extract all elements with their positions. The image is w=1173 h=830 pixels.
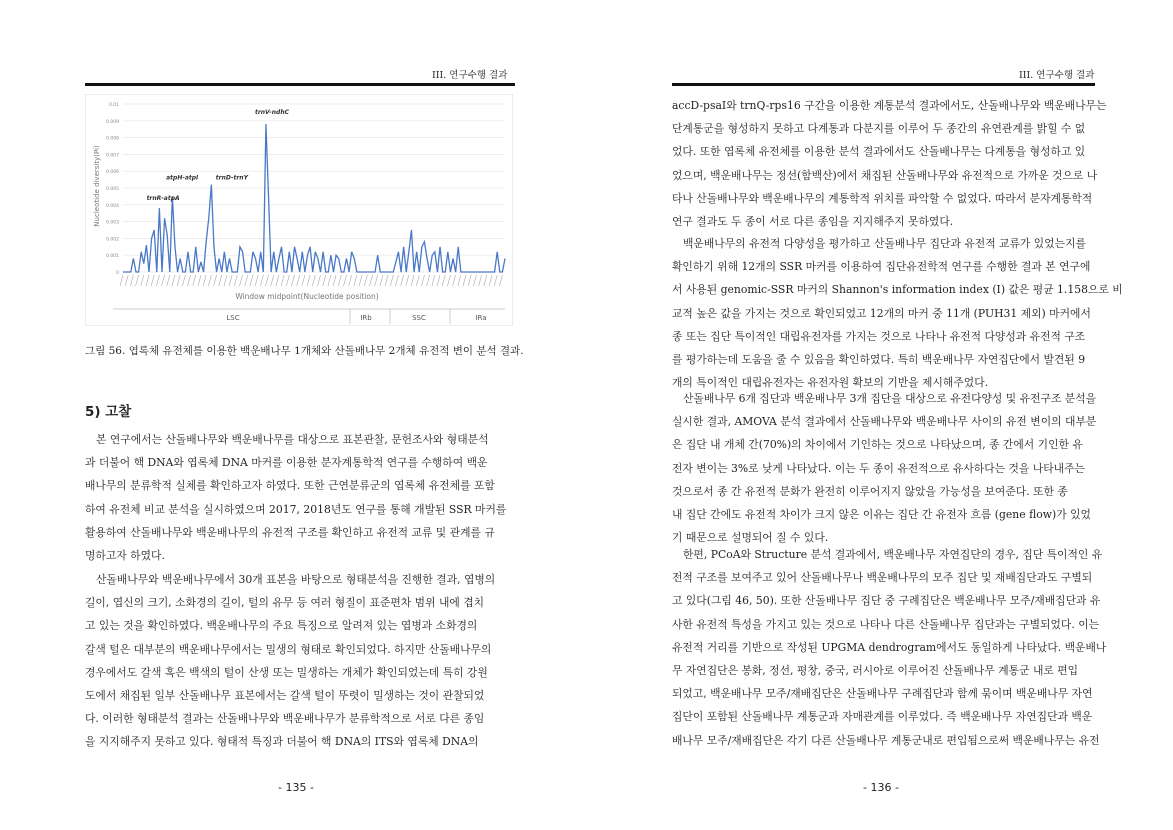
text-line: 명하고자 하였다. <box>85 548 165 562</box>
text-line: 교적 높은 값을 가지는 것으로 확인되었고 12개의 마커 중 11개 (PUH31 제외) 마커에서 <box>672 306 1091 320</box>
chart-svg <box>85 94 513 326</box>
figure-caption: 그림 56. 엽록체 유전체를 이용한 백운배나무 1개체와 산돌배나무 2개체 유전적 변이 분석 결과. <box>85 345 524 357</box>
text-line: 길이, 엽신의 크기, 소화경의 길이, 털의 유무 등 여러 형질이 표준편차 범위 내에 겹치 <box>85 596 485 610</box>
text-line: accD-psaI와 trnQ-rps16 구간을 이용한 계통분석 결과에서도, 산돌배나무와 백운배나무는 <box>672 99 1107 112</box>
y-axis-label: Nucleotide diversity(Pi) <box>93 145 101 227</box>
text-line: 내 집단 간에도 유전적 차이가 크지 않은 이유는 집단 간 유전자 흐름 (gene flow)가 있었 <box>672 507 1091 521</box>
text-line: 실시한 결과, AMOVA 분석 결과에서 산돌배나무와 백운배나무 사이의 유전 변이의 대부분 <box>672 415 1097 429</box>
text-line: 도에서 채집된 일부 산돌배나무 표본에서는 갈색 털이 뚜렷이 밀생하는 것이 관찰되었 <box>85 688 485 702</box>
text-line: 유전적 거리를 기반으로 작성된 UPGMA dendrogram에서도 동일하게 나타났다. 백운배나 <box>672 640 1107 654</box>
left-paragraph-1 <box>85 428 515 567</box>
peak-annotation: trnR-atpA <box>146 194 180 202</box>
text-line: 단계통군을 형성하지 못하고 다계통과 다분지를 이루어 두 종간의 유연관계를 밝힐 수 없 <box>672 122 1086 136</box>
text-line: 과 더불어 핵 DNA와 엽록체 DNA 마커를 이용한 분자계통학적 연구를 수행하여 백운 <box>85 456 488 470</box>
text-line: 한편, PCoA와 Structure 분석 결과에서, 백운배나무 자연집단의 경우, 집단 특이적인 유 <box>683 548 1103 561</box>
y-tick-label: 0.005 <box>106 187 119 192</box>
text-line: 하여 유전체 비교 분석을 실시하였으며 2017, 2018년도 연구를 통해 개발된 SSR 마커를 <box>85 502 507 516</box>
region-label: IRa <box>475 314 487 322</box>
right-header: III. 연구수행 결과 <box>1019 70 1095 81</box>
text-line: 을 지지해주지 못하고 있다. 형태적 특징과 더불어 핵 DNA의 ITS와 엽록체 DNA의 <box>85 735 479 749</box>
text-line: 산돌배나무 6개 집단과 백운배나무 3개 집단을 대상으로 유전다양성 및 유전구조 분석을 <box>683 392 1097 405</box>
nucleotide-diversity-chart <box>85 94 513 326</box>
right-paragraph-2 <box>672 232 1123 394</box>
text-line: 종 또는 집단 특이적인 대립유전자를 가지는 것으로 나타나 유전적 다양성과 유전적 구조 <box>672 329 1086 343</box>
left-page <box>0 0 586 830</box>
right-page <box>587 0 1173 830</box>
peak-annotation: atpH-atpI <box>166 174 199 182</box>
text-line: 사한 유전적 특성을 가지고 있는 것으로 나타나 다른 산돌배나무 집단과는 구별되었다. 이는 <box>672 617 1100 631</box>
y-tick-label: 0.002 <box>106 237 119 243</box>
left-paragraph-2 <box>85 568 515 754</box>
left-header: III. 연구수행 결과 <box>432 70 508 81</box>
text-line: 활용하여 산돌배나무와 백운배나무의 유전적 구조를 확인하고 유전적 교류 및 관계를 규 <box>85 525 495 539</box>
text-line: 갈색 털은 대부분의 백운배나무에서는 밀생의 형태로 확인되었다. 하지만 산돌배나무의 <box>85 642 492 656</box>
y-tick-label: 0.001 <box>106 254 119 260</box>
text-line: 집단이 포함된 산돌배나무 계통군과 자매관계를 이루었다. 즉 백운배나무 자연집단과 백운 <box>672 710 1093 724</box>
text-line: 본 연구에서는 산돌배나무와 백운배나무를 대상으로 표본관찰, 문헌조사와 형태분석 <box>96 433 489 446</box>
text-line: 것으로서 종 간 유전적 분화가 완전히 이루어지지 않았을 가능성을 보여준다. 또한 종 <box>672 484 1068 498</box>
text-line: 를 평가하는데 도움을 줄 수 있음을 확인하였다. 특히 백운배나무 자연집단에서 발견된 9 <box>672 352 1086 366</box>
text-line: 고 있다(그림 46, 50). 또한 산돌배나무 집단 중 구례집단은 백운배나무 모주/재배집단과 유 <box>672 594 1101 608</box>
y-tick-label: 0 <box>116 271 119 276</box>
peak-annotation: trnV-ndhC <box>254 109 290 117</box>
region-label: SSC <box>412 314 426 322</box>
text-line: 무 자연집단은 봉화, 정선, 평창, 중국, 러시아로 이루어진 산돌배나무 계통군 내로 편입 <box>672 663 1079 677</box>
text-line: 타나 산돌배나무와 백운배나무의 계통학적 위치를 파악할 수 없었다. 따라서 분자계통학적 <box>672 191 1093 205</box>
section-title: 5) 고찰 <box>85 404 132 420</box>
y-tick-label: 0.004 <box>106 203 119 209</box>
text-line: 고 있는 것을 확인하였다. 백운배나무의 주요 특징으로 알려져 있는 엽병과 소화경의 <box>85 619 478 633</box>
right-paragraph-3 <box>672 387 1095 549</box>
y-tick-label: 0.01 <box>108 103 119 108</box>
region-label: IRb <box>360 314 372 322</box>
right-header-rule <box>672 83 1095 86</box>
text-line: 다. 이러한 형태분석 결과는 산돌배나무와 백운배나무가 분류학적으로 서로 다른 종임 <box>85 712 485 726</box>
right-page-number: - 136 - <box>863 781 899 794</box>
left-header-rule <box>85 83 515 86</box>
text-line: 확인하기 위해 12개의 SSR 마커를 이용하여 집단유전학적 연구를 수행한 결과 본 연구에 <box>672 260 1091 274</box>
y-tick-label: 0.007 <box>106 153 119 159</box>
left-page-number: - 135 - <box>278 781 314 794</box>
text-line: 배나무의 분류학적 실체를 확인하고자 하였다. 또한 근연분류군의 엽록체 유전체를 포함 <box>85 479 495 493</box>
x-axis-label: Window midpoint(Nucleotide position) <box>235 292 379 301</box>
region-label: LSC <box>226 314 240 322</box>
text-line: 산돌배나무와 백운배나무에서 30개 표본을 바탕으로 형태분석을 진행한 결과, 엽병의 <box>96 573 496 586</box>
text-line: 되었고, 백운배나무 모주/재배집단은 산돌배나무 구례집단과 함께 묶이며 백운배나무 자연 <box>672 687 1093 701</box>
y-tick-label: 0.009 <box>106 119 119 125</box>
text-line: 전자 변이는 3%로 낮게 나타났다. 이는 두 종이 유전적으로 유사하다는 것을 나타내주는 <box>672 461 1085 475</box>
text-line: 배나무 모주/재배집단은 각기 다른 산돌배나무 계통군내로 편입됨으로써 백운배나무는 유전 <box>672 733 1100 747</box>
y-tick-label: 0.008 <box>106 136 119 142</box>
text-line: 백운배나무의 유전적 다양성을 평가하고 산돌배나무 집단과 유전적 교류가 있었는지를 <box>683 237 1086 250</box>
text-line: 전적 구조를 보여주고 있어 산돌배나무나 백운배나무의 모주 집단 및 재배집단과도 구별되 <box>672 571 1093 585</box>
y-tick-label: 0.003 <box>106 220 119 226</box>
text-line: 서 사용된 genomic-SSR 마커의 Shannon's information index (I) 값은 평균 1.158으로 비 <box>672 283 1123 297</box>
peak-annotation: trnD-trnY <box>215 174 248 182</box>
text-line: 었다. 또한 엽록체 유전체를 이용한 분석 결과에서도 산돌배나무는 다계통을 형성하고 있 <box>672 145 1086 159</box>
text-line: 기 때문으로 설명되어 질 수 있다. <box>672 531 829 545</box>
right-paragraph-1 <box>672 94 1107 233</box>
y-tick-label: 0.006 <box>106 170 119 176</box>
right-paragraph-4 <box>672 543 1107 752</box>
text-line: 경우에서도 갈색 혹은 백색의 털이 산생 또는 밀생하는 개체가 확인되었는데 특히 강원 <box>85 665 488 679</box>
text-line: 개의 특이적인 대립유전자는 유전자원 확보의 기반을 제시해주었다. <box>672 376 989 390</box>
text-line: 은 집단 내 개체 간(70%)의 차이에서 기인하는 것으로 나타났으며, 종 간에서 기인한 유 <box>672 438 1083 452</box>
text-line: 었으며, 백운배나무는 정선(함백산)에서 채집된 산돌배나무와 유전적으로 가까운 것으로 나 <box>672 168 1098 182</box>
text-line: 연구 결과도 두 종이 서로 다른 종임을 지지해주지 못하였다. <box>672 214 954 228</box>
